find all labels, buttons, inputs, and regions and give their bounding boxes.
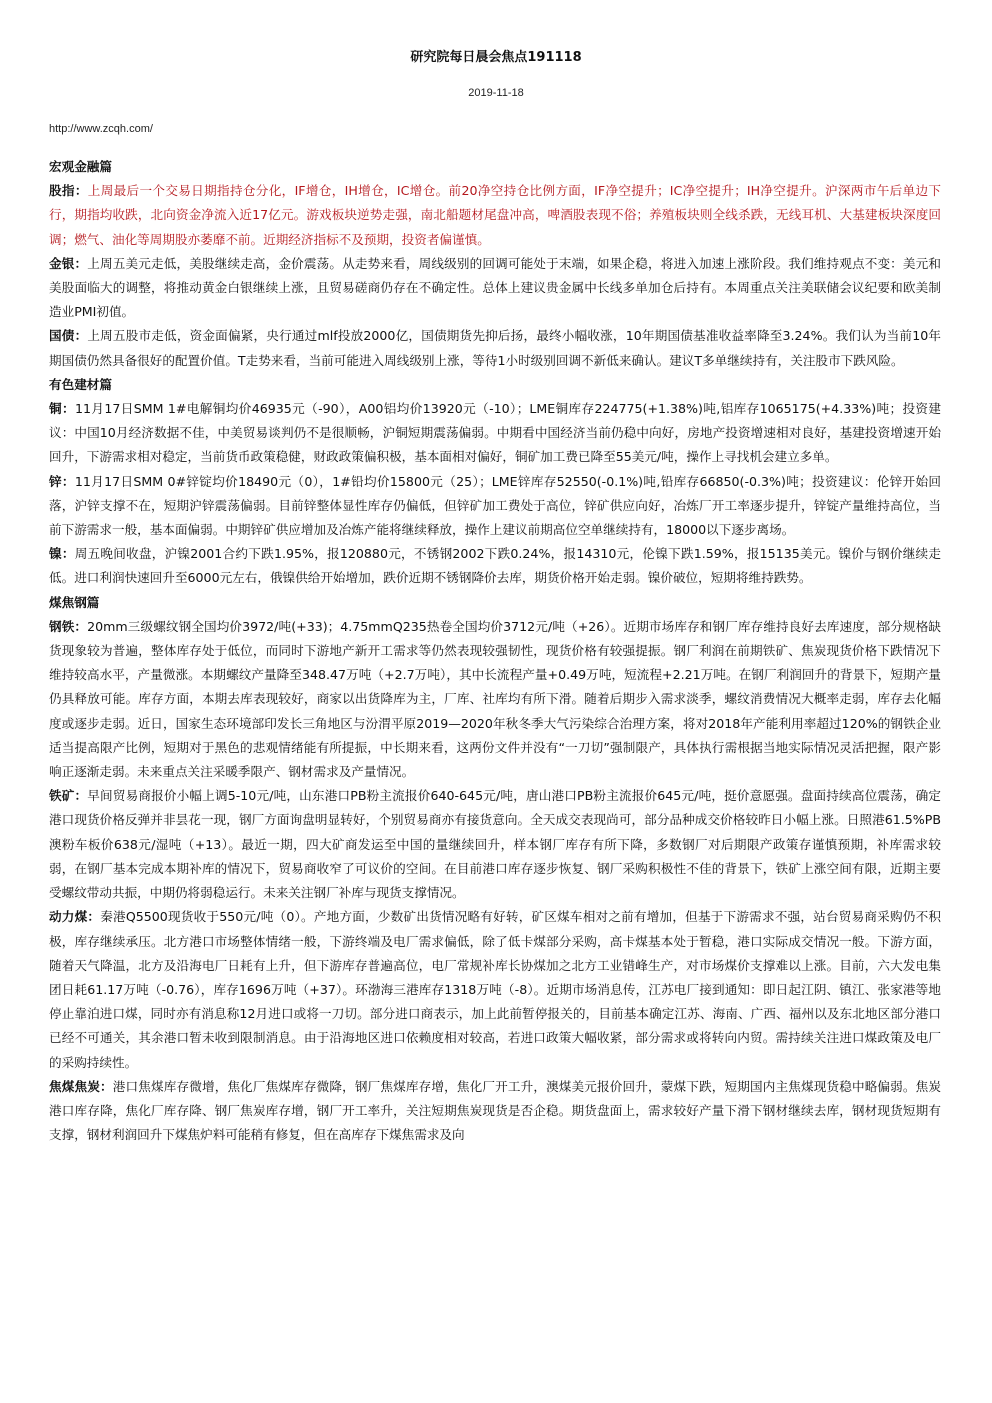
paragraph-nickel <box>49 542 941 590</box>
document-title: 研究院每日晨会焦点191118 <box>410 50 582 65</box>
paragraph-label: 金银： <box>49 255 88 271</box>
paragraph-thermal-coal <box>49 905 941 1074</box>
paragraph-label: 股指： <box>49 183 88 199</box>
paragraph-iron-ore <box>49 784 941 905</box>
paragraph-label: 钢铁： <box>49 618 88 634</box>
paragraph-label: 铜： <box>49 401 75 417</box>
paragraph-text: 11月17日SMM 0#锌锭均价18490元（0），1#铅均价15800元（25）；LME锌库存52550(-0.1%)吨,铅库存66850(-0.3%)吨；投资建议：伦锌开始回落，沪锌支撑不在，短期沪锌震荡偏弱。目前锌整体显性库存仍偏低，但锌矿加工费处于高位，锌矿供应向好，冶炼厂开工率逐步提升，锌锭产量维持高位，当前下游需求一般，基本面偏弱。中期锌矿供应增加及冶炼产能将继续释放，操作上建议前期高位空单继续持有，18000以下逐步离场。 <box>49 473 942 538</box>
paragraph-text: 周五晚间收盘，沪镍2001合约下跌1.95%，报120880元，不锈钢2002下跌0.24%，报14310元，伦镍下跌1.59%，报15135美元。镍价与钢价继续走低。进口利润快速回升至6000元左右，俄镍供给开始增加，跌价近期不锈钢降价去库，期货价格开始走弱。镍价破位，短期将维持跌势。 <box>49 546 941 586</box>
paragraph-text: 11月17日SMM 1#电解铜均价46935元（-90），A00铝均价13920元（-10）；LME铜库存224775(+1.38%)吨,铝库存1065175(+4.33%)吨；投资建议：中国10月经济数据不佳，中美贸易谈判仍不是很顺畅，沪铜短期震荡偏弱。中期看中国经济当前仍稳中向好，房地产投资增速相对良好，基建投资增速开始回升，下游需求相对稳定，当前货币政策稳健，财政政策偏积极，基本面相对偏好，铜矿加工费已降至55美元/吨，操作上寻找机会建立多单。 <box>49 401 941 465</box>
paragraph-text: 上周五美元走低，美股继续走高，金价震荡。从走势来看，周线级别的回调可能处于末端，如果企稳，将进入加速上涨阶段。我们维持观点不变：美元和美股面临大的调整，将推动黄金白银继续上涨，且贸易磋商仍存在不确定性。总体上建议贵金属中长线多单加仓后持有。本周重点关注美联储会议纪要和欧美制造业PMI初值。 <box>49 255 942 320</box>
paragraph-label: 铁矿： <box>49 788 88 804</box>
paragraph-text: 早间贸易商报价小幅上调5-10元/吨，山东港口PB粉主流报价640-645元/吨，唐山港口PB粉主流报价645元/吨，挺价意愿强。盘面持续高位震荡，确定港口现货价格反弹并非昙花一现，钢厂方面询盘明显转好，个别贸易商亦有接货意向。全天成交表现尚可，部分品种成交价格较昨日小幅上涨。日照港61.5%PB澳粉车板价638元/湿吨（+13）。最近一期，四大矿商发运至中国的量继续回升，样本钢厂库存有所下降，多数钢厂对后期限产政策存谨慎预期，补库需求较弱，在钢厂基本完成本期补库的情况下，贸易商收窄了可议价的空间。在目前港口库存逐步恢复、钢厂采购积极性不佳的背景下，铁矿上涨空间有限，近期主要受螺纹带动共振，中期仍将弱稳运行。未来关注钢厂补库与现货支撑情况。 <box>49 788 942 901</box>
paragraph-label: 焦煤焦炭： <box>49 1078 113 1094</box>
paragraph-coking-coal-coke <box>49 1075 941 1148</box>
paragraph-text: 秦港Q5500现货收于550元/吨（0）。产地方面，少数矿出货情况略有好转，矿区煤车相对之前有增加，但基于下游需求不强，站台贸易商采购仍不积极，库存继续承压。北方港口市场整体情绪一般，下游终端及电厂需求偏低，除了低卡煤部分采购，高卡煤基本处于暂稳，港口实际成交情况一般。下游方面，随着天气降温，北方及沿海电厂日耗有上升，但下游库存普遍高位，电厂常规补库长协煤加之北方工业错峰生产，对市场煤价支撑难以上涨。目前，六大发电集团日耗61.17万吨（-0.76），库存1696万吨（+37）。环渤海三港库存1318万吨（-8）。近期市场消息传，江苏电厂接到通知：即日起江阴、镇江、张家港等地停止靠泊进口煤，同时亦有消息称12月进口或将一刀切。部分进口商表示，加上此前暂停报关的，目前基本确定江苏、海南、广西、福州以及东北地区部分港口已经不可通关，其余港口暂未收到限制消息。由于沿海地区进口依赖度相对较高，若进口政策大幅收紧，部分需求或将转向内贸。需持续关注进口煤政策及电厂的采购持续性。 <box>49 909 941 1070</box>
paragraph-text: 港口焦煤库存微增，焦化厂焦煤库存微降，钢厂焦煤库存增，焦化厂开工升，澳煤美元报价回升，蒙煤下跌，短期国内主焦煤现货稳中略偏弱。焦炭港口库存降，焦化厂库存降、钢厂焦炭库存增，钢厂开工率升，关注短期焦炭现货是否企稳。期货盘面上，需求较好产量下滑下钢材继续去库，钢材现货短期有支撑，钢材利润回升下煤焦炉料可能稍有修复，但在高库存下煤焦需求及向 <box>49 1078 942 1143</box>
paragraph-label: 动力煤： <box>49 909 101 925</box>
document-date: 2019-11-18 <box>468 87 524 99</box>
paragraph-text: 上周最后一个交易日期指持仓分化，IF增仓，IH增仓，IC增仓。前20净空持仓比例方面，IF净空提升；IC净空提升；IH净空提升。沪深两市午后单边下行，期指均收跌，北向资金净流入近17亿元。游戏板块逆势走强，南北船题材尾盘冲高，啤酒股表现不俗；养殖板块则全线杀跌，无线耳机、大基建板块深度回调；燃气、油化等周期股亦萎靡不前。近期经济指标不及预期，投资者偏谨慎。 <box>49 183 942 247</box>
paragraph-copper <box>49 397 941 470</box>
paragraph-gold-silver <box>49 252 941 325</box>
report-body <box>49 155 941 1147</box>
paragraph-zinc <box>49 470 941 543</box>
paragraph-text: 上周五股市走低，资金面偏紧，央行通过mlf投放2000亿，国债期货先抑后扬，最终小幅收涨，10年期国债基准收益率降至3.24%。我们认为当前10年期国债仍然具备很好的配置价值。T走势来看，当前可能进入周线级别上涨，等待1小时级别回调不新低来确认。建议T多单继续持有，关注股市下跌风险。 <box>49 328 942 368</box>
paragraph-stock-index <box>49 179 941 252</box>
paragraph-label: 镍： <box>49 546 75 562</box>
paragraph-label: 国债： <box>49 328 88 344</box>
section-title-nonferrous: 有色建材篇 <box>49 376 112 392</box>
paragraph-steel <box>49 615 941 784</box>
paragraph-label: 锌： <box>49 473 75 489</box>
website-link[interactable]: http://www.zcqh.com/ <box>49 123 153 135</box>
paragraph-treasury <box>49 324 941 372</box>
paragraph-text: 20mm三级螺纹钢全国均价3972/吨(+33)；4.75mmQ235热卷全国均价3712元/吨（+26）。近期市场库存和钢厂库存维持良好去库速度，部分规格缺货现象较为普遍，整体库存处于低位，而同时下游地产新开工需求等仍然表现较强韧性，现货价格有较强提振。钢厂利润在前期铁矿、焦炭现货价格下跌情况下维持较高水平，产量微涨。本期螺纹产量降至348.47万吨（+2.7万吨），其中长流程产量+0.49万吨，短流程+2.21万吨。在钢厂利润回升的背景下，短期产量仍具释放可能。库存方面，本期去库表现较好，商家以出货降库为主，厂库、社库均有所下滑。随着后期步入需求淡季，螺纹消费情况大概率走弱，库存去化幅度或逐步走弱。近日，国家生态环境部印发长三角地区与汾渭平原2019—2020年秋冬季大气污染综合治理方案，将对2018年产能利用率超过120%的钢铁企业适当提高限产比例，短期对于黑色的悲观情绪能有所提振，中长期来看，这两份文件并没有“一刀切”强制限产，具体执行需根据当地实际情况灵活把握，限产影响正逐渐走弱。未来重点关注采暖季限产、钢材需求及产量情况。 <box>49 618 942 780</box>
section-title-macro-finance: 宏观金融篇 <box>49 159 112 174</box>
section-title-coal-coke-steel: 煤焦钢篇 <box>49 594 100 610</box>
